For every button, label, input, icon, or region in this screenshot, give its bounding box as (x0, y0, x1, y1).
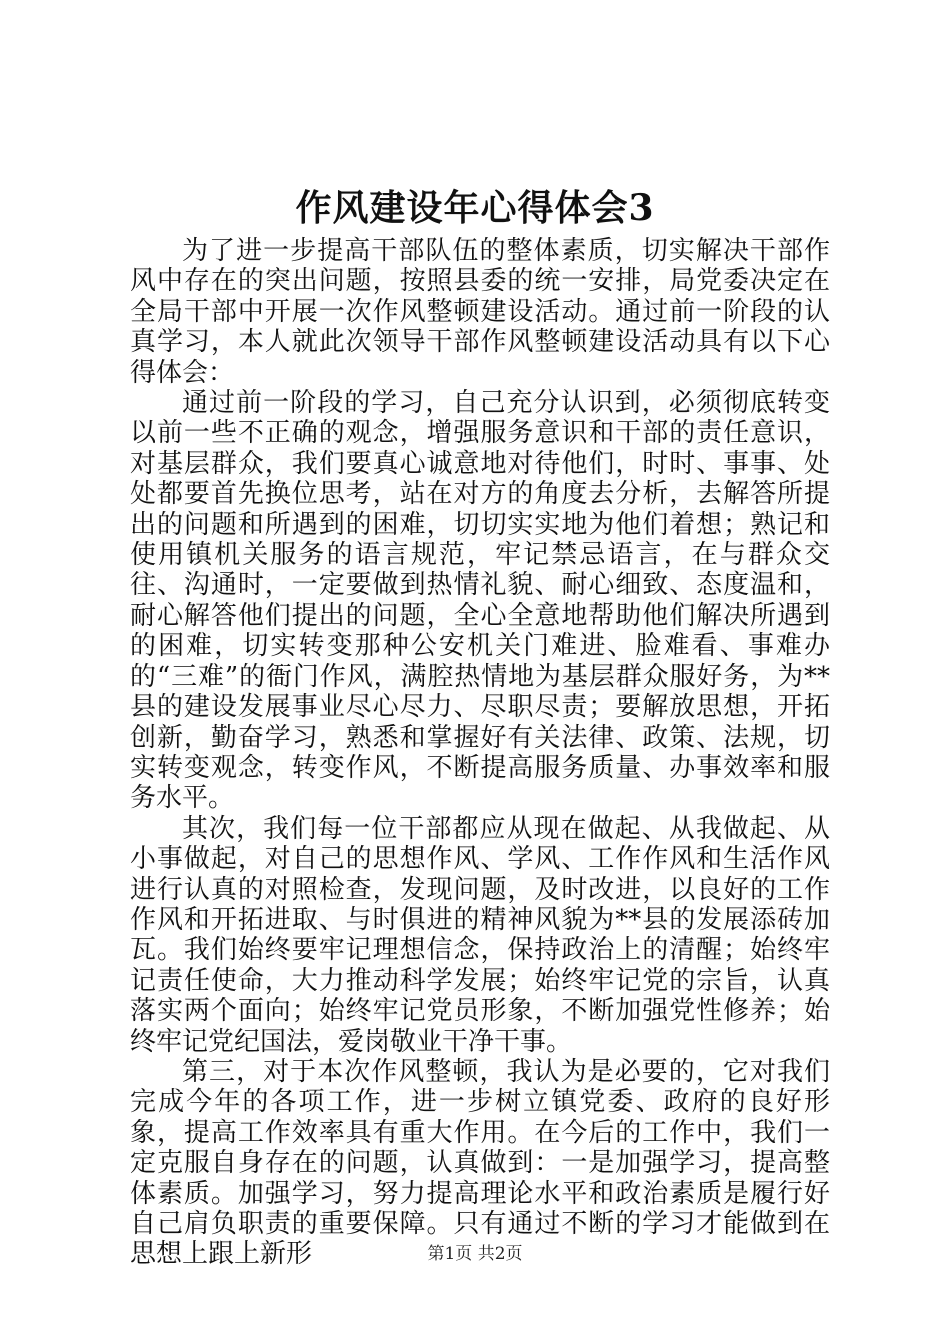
paragraph-learning: 通过前一阶段的学习，自己充分认识到，必须彻底转变以前一些不正确的观念，增强服务意识和干部的责任意识，对基层群众，我们要真心诚意地对待他们，时时、事事、处处都要首先换位思考，站在对方的角度去分析，去解答所提出的问题和所遇到的困难，切切实实地为他们着想；熟记和使用镇机关服务的语言规范，牢记禁忌语言，在与群众交往、沟通时，一定要做到热情礼貌、耐心细致、态度温和，耐心解答他们提出的问题，全心全意地帮助他们解决所遇到的困难，切实转变那种公安机关门难进、脸难看、事难办的“三难”的衙门作风，满腔热情地为基层群众服好务，为**县的建设发展事业尽心尽力、尽职尽责；要解放思想，开拓创新，勤奋学习，熟悉和掌握好有关法律、政策、法规，切实转变观念，转变作风，不断提高服务质量、办事效率和服务水平。 (130, 388, 830, 814)
document-body (130, 236, 830, 1270)
document-title: 作风建设年心得体会3 (295, 187, 655, 229)
paragraph-third: 第三，对于本次作风整顿，我认为是必要的，它对我们完成今年的各项工作，进一步树立镇党委、政府的良好形象，提高工作效率具有重大作用。在今后的工作中，我们一定克服自身存在的问题，认真做到：一是加强学习，提高整体素质。加强学习，努力提高理论水平和政治素质是履行好自己肩负职责的重要保障。只有通过不断的学习才能做到在思想上跟上新形 (130, 1056, 830, 1270)
paragraph-second: 其次，我们每一位干部都应从现在做起、从我做起、从小事做起，对自己的思想作风、学风、工作作风和生活作风进行认真的对照检查，发现问题，及时改进，以良好的工作作风和开拓进取、与时俱进的精神风貌为**县的发展添砖加瓦。我们始终要牢记理想信念，保持政治上的清醒；始终牢记责任使命，大力推动科学发展；始终牢记党的宗旨，认真落实两个面向；始终牢记党员形象，不断加强党性修养；始终牢记党纪国法，爱岗敬业干净干事。 (130, 813, 830, 1057)
page-number-footer: 第1页 共2页 (427, 1244, 523, 1264)
paragraph-intro: 为了进一步提高干部队伍的整体素质，切实解决干部作风中存在的突出问题，按照县委的统一安排，局党委决定在全局干部中开展一次作风整顿建设活动。通过前一阶段的认真学习，本人就此次领导干部作风整顿建设活动具有以下心得体会： (130, 236, 830, 388)
